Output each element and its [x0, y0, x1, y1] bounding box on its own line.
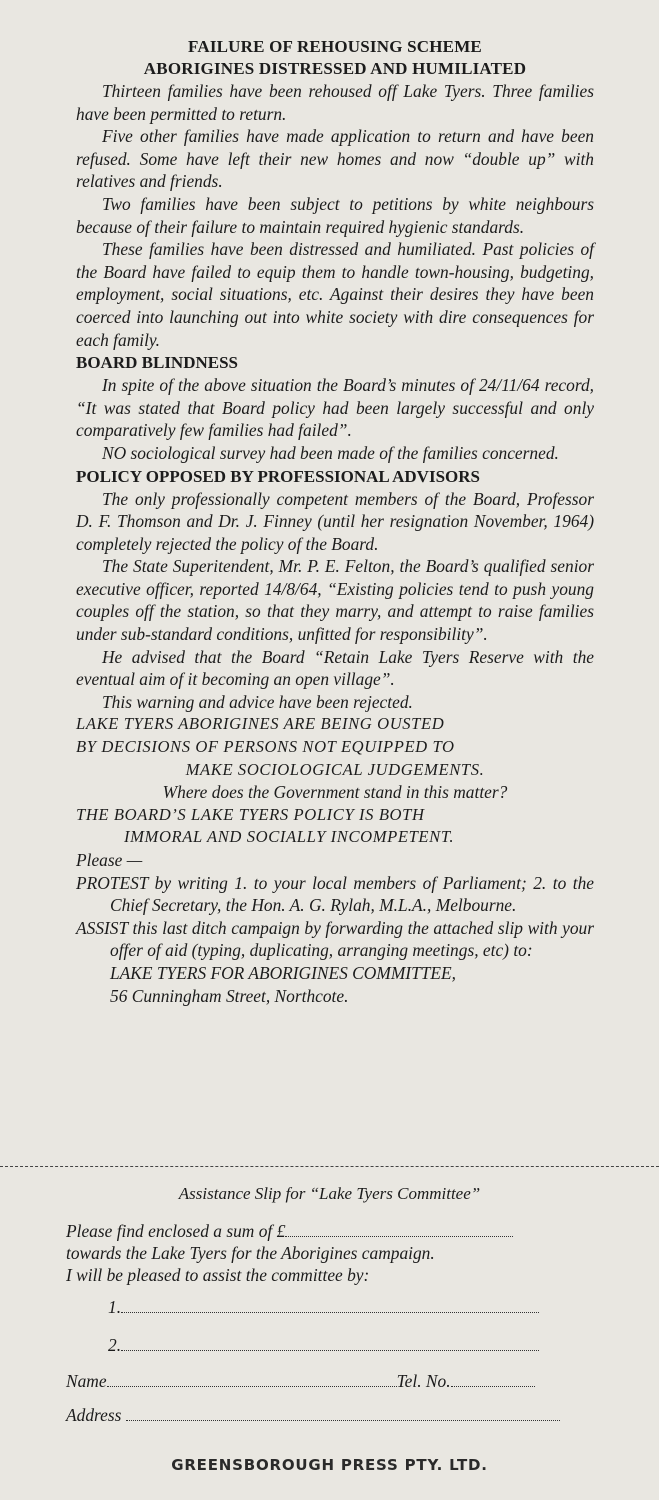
- assistance-slip: [66, 1220, 596, 1286]
- slip-address-row: [66, 1404, 560, 1426]
- paragraph: In spite of the above situation the Board’s minutes of 24/11/64 record, “It was stated that Board policy had been largely successful and only comparatively few families had failed”.: [76, 375, 594, 441]
- section-heading-board-blindness: BOARD BLINDNESS: [76, 353, 239, 373]
- headline-line-1: FAILURE OF REHOUSING SCHEME: [188, 37, 482, 56]
- caps-statement: IMMORAL AND SOCIALLY INCOMPETENT.: [124, 827, 455, 847]
- question: Where does the Government stand in this matter?: [162, 782, 508, 803]
- assist-text: ASSIST this last ditch campaign by forwarding the attached slip with your offer of aid (typing, duplicating, arranging meetings, etc) to:: [76, 917, 594, 961]
- item-1-label: 1.: [108, 1297, 122, 1317]
- section-rehousing: [76, 80, 594, 1007]
- paragraph: The only professionally competent members of the Board, Professor D. F. Thomson and Dr. J. Finney (until her resignation November, 1964) completely rejected the policy of the Board.: [76, 488, 594, 554]
- paragraph: This warning and advice have been rejected.: [102, 691, 413, 712]
- paragraph: Two families have been subject to petitions by white neighbours because of their failure to maintain required hygienic standards.: [76, 193, 594, 237]
- caps-statement: MAKE SOCIOLOGICAL JUDGEMENTS.: [185, 759, 485, 779]
- cut-line-divider: [0, 1166, 659, 1167]
- tel-blank-line[interactable]: [451, 1372, 535, 1387]
- item-1-blank-line[interactable]: [121, 1298, 539, 1313]
- printer-imprint: GREENSBOROUGH PRESS PTY. LTD.: [171, 1456, 488, 1474]
- slip-sum-label: Please find enclosed a sum of £: [66, 1221, 286, 1241]
- address-blank-line[interactable]: [126, 1406, 560, 1421]
- slip-title: Assistance Slip for “Lake Tyers Committee”: [178, 1184, 481, 1203]
- slip-campaign-line: towards the Lake Tyers for the Aborigines campaign.: [66, 1243, 435, 1263]
- committee-name: LAKE TYERS FOR ABORIGINES COMMITTEE,: [110, 962, 457, 983]
- slip-name-row: [66, 1370, 535, 1392]
- headline: [76, 36, 594, 80]
- slip-item-2: [108, 1334, 539, 1356]
- paragraph: He advised that the Board “Retain Lake Tyers Reserve with the eventual aim of it becoming an open village”.: [76, 646, 594, 690]
- name-blank-line[interactable]: [107, 1372, 397, 1387]
- paragraph: NO sociological survey had been made of the families concerned.: [102, 442, 559, 463]
- address-label: Address: [66, 1405, 122, 1425]
- caps-statement: BY DECISIONS OF PERSONS NOT EQUIPPED TO: [76, 737, 455, 757]
- paragraph: Thirteen families have been rehoused off Lake Tyers. Three families have been permitted to return.: [76, 81, 594, 124]
- slip-item-1: [108, 1296, 539, 1318]
- name-label: Name: [66, 1371, 107, 1391]
- headline-line-2: ABORIGINES DISTRESSED AND HUMILIATED: [143, 59, 527, 78]
- protest-text: PROTEST by writing 1. to your local members of Parliament; 2. to the Chief Secretary, the Hon. A. G. Rylah, M.L.A., Melbourne.: [76, 872, 594, 916]
- slip-assist-line: I will be pleased to assist the committee by:: [66, 1265, 370, 1285]
- paragraph: Five other families have made application to return and have been refused. Some have left their new homes and now “double up” with relatives and friends.: [76, 126, 594, 192]
- section-heading-policy-opposed: POLICY OPPOSED BY PROFESSIONAL ADVISORS: [76, 466, 480, 486]
- sum-blank-line[interactable]: [285, 1222, 513, 1237]
- paragraph: These families have been distressed and humiliated. Past policies of the Board have failed to equip them to handle town-housing, budgeting, employment, social situations, etc. Against their desires they have been coerced into launching out into white society with dire consequences for each family.: [76, 239, 594, 350]
- item-2-label: 2.: [108, 1335, 122, 1355]
- please-text: Please —: [76, 850, 143, 870]
- item-2-blank-line[interactable]: [121, 1336, 539, 1351]
- tel-label: Tel. No.: [396, 1371, 451, 1391]
- caps-statement: THE BOARD’S LAKE TYERS POLICY IS BOTH: [76, 804, 425, 824]
- caps-statement: LAKE TYERS ABORIGINES ARE BEING OUSTED: [76, 714, 445, 734]
- slip-sum-line: [66, 1220, 596, 1242]
- committee-address: 56 Cunningham Street, Northcote.: [110, 985, 349, 1006]
- paragraph: The State Superitendent, Mr. P. E. Felton, the Board’s qualified senior executive officer, reported 14/8/64, “Existing policies tend to push young couples off the station, so that they marry, and attempt to raise families under sub-standard conditions, unfitted for responsibility”.: [76, 556, 594, 645]
